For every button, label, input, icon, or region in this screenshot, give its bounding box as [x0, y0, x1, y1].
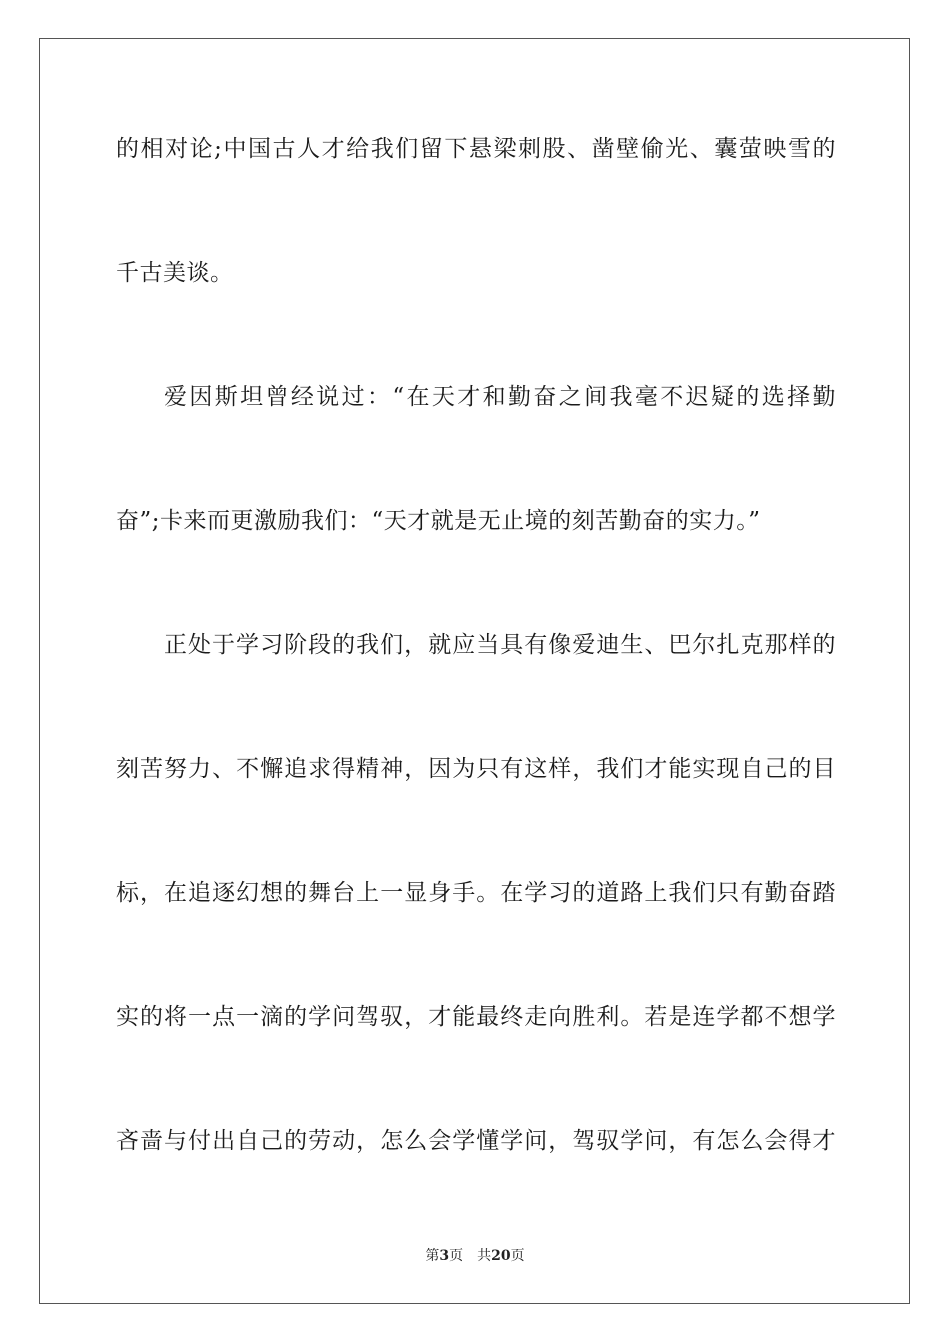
total-pages: 20 [491, 1248, 511, 1264]
text-line-8: 实的将一点一滴的学问驾驭，才能最终走向胜利。若是连学都不想学 [116, 1004, 836, 1030]
total-suffix: 页 [510, 1248, 525, 1264]
total-prefix: 共 [477, 1248, 492, 1264]
page-number: 3 [439, 1248, 450, 1264]
page-prefix: 第 [425, 1248, 440, 1264]
text-line-1: 的相对论;中国古人才给我们留下悬梁刺股、凿壁偷光、囊萤映雪的 [116, 136, 836, 162]
page-border [39, 38, 910, 1304]
text-line-2: 千古美谈。 [116, 260, 234, 286]
text-line-7: 标，在追逐幻想的舞台上一显身手。在学习的道路上我们只有勤奋踏 [116, 880, 836, 906]
page-suffix: 页 [449, 1248, 464, 1264]
text-line-5: 正处于学习阶段的我们，就应当具有像爱迪生、巴尔扎克那样的 [164, 632, 836, 658]
text-line-4: 奋”;卡来而更激励我们：“天才就是无止境的刻苦勤奋的实力。” [116, 508, 761, 534]
text-line-9: 吝啬与付出自己的劳动，怎么会学懂学问，驾驭学问，有怎么会得才 [116, 1128, 836, 1154]
page-footer [0, 1247, 950, 1265]
text-line-3: 爱因斯坦曾经说过：“在天才和勤奋之间我毫不迟疑的选择勤 [164, 384, 836, 410]
text-line-6: 刻苦努力、不懈追求得精神，因为只有这样，我们才能实现自己的目 [116, 756, 836, 782]
